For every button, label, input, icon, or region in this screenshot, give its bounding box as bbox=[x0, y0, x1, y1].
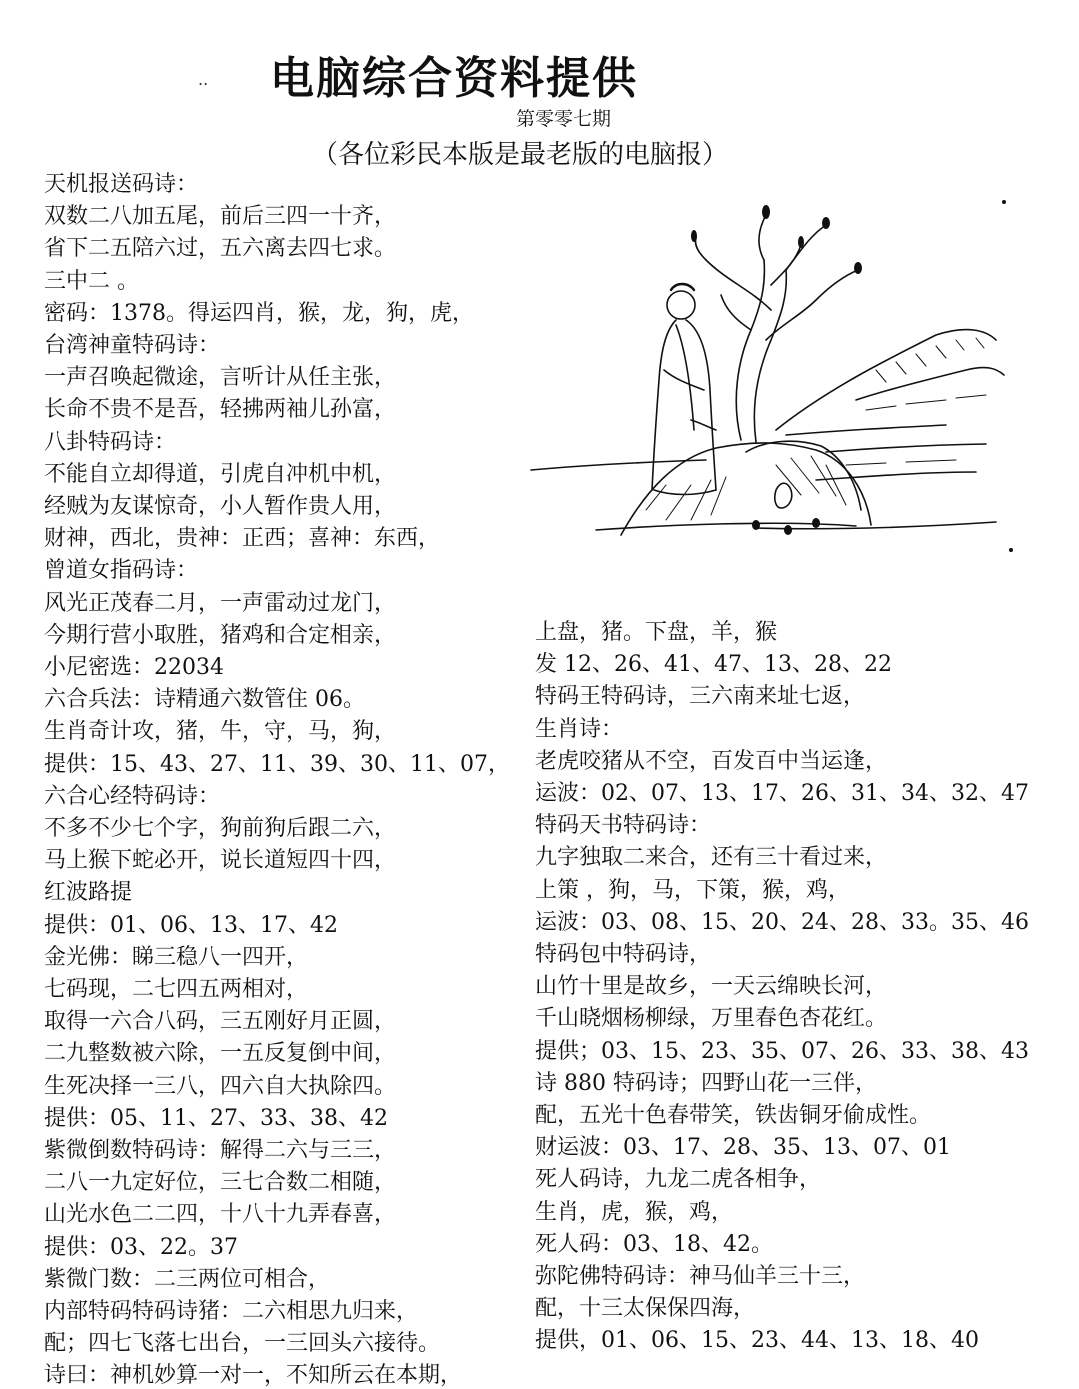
page-subtitle: （各位彩民本版是最老版的电脑报） bbox=[312, 140, 729, 170]
right-column-line: 提供；03、15、23、35、07、26、33、38、43 bbox=[535, 1038, 1029, 1064]
right-column-line: 特码天书特码诗： bbox=[535, 813, 712, 839]
left-column-line: 双数二八加五尾，前后三四一十齐， bbox=[44, 204, 397, 230]
page-title: 电脑综合资料提供 bbox=[270, 53, 638, 104]
left-column-line: 一声召唤起微途，言听计从任主张， bbox=[44, 365, 397, 391]
left-column-line: 经贼为友谋惊奇，小人暂作贵人用， bbox=[44, 494, 397, 519]
left-column-line: 省下二五陪六过，五六离去四七求。 bbox=[44, 236, 397, 262]
left-column-line: 紫微倒数特码诗：解得二六与三三， bbox=[44, 1138, 397, 1163]
right-column-line: 配，十三太保保四海， bbox=[535, 1296, 756, 1322]
left-column-line: 提供：03、22。37 bbox=[44, 1234, 238, 1260]
right-column-line: 死人码：03、18、42。 bbox=[535, 1231, 773, 1257]
left-column-line: 内部特码特码诗猪：二六相思九归来， bbox=[44, 1299, 419, 1324]
left-column-line: 二九整数被六除，一五反复倒中间， bbox=[44, 1041, 397, 1067]
right-column-line: 特码包中特码诗， bbox=[535, 942, 712, 967]
right-column-line: 特码王特码诗，三六南来址七返， bbox=[535, 684, 866, 710]
left-column-line: 取得一六合八码，三五刚好月正圆， bbox=[44, 1009, 397, 1035]
right-column-line: 千山晓烟杨柳绿，万里春色杏花红。 bbox=[535, 1006, 888, 1032]
left-column-line: 风光正茂春二月，一声雷动过龙门， bbox=[44, 590, 397, 616]
left-column-line: 紫微门数：二三两位可相合， bbox=[44, 1266, 331, 1292]
left-column-line: 今期行营小取胜，猪鸡和合定相亲， bbox=[44, 622, 397, 648]
decorative-dots: .. bbox=[198, 70, 209, 89]
right-column-line: 生肖诗： bbox=[535, 716, 624, 742]
left-column-line: 配；四七飞落七出台，一三回头六接待。 bbox=[44, 1331, 441, 1357]
left-column-line: 曾道女指码诗： bbox=[44, 558, 199, 584]
left-column-line: 不多不少七个字，狗前狗后跟二六， bbox=[44, 816, 397, 841]
left-column-line: 天机报送码诗： bbox=[44, 172, 199, 197]
left-column-line: 生肖奇计攻，猪，牛，守，马，狗， bbox=[44, 719, 397, 745]
left-column-line: 七码现，二七四五两相对， bbox=[44, 977, 309, 1002]
right-column-line: 老虎咬猪从不空，百发百中当运逢， bbox=[535, 748, 888, 774]
left-column-line: 诗曰：神机妙算一对一，不知所云在本期， bbox=[44, 1363, 463, 1389]
left-column-line: 财神，西北，贵神：正西；喜神：东西， bbox=[44, 526, 441, 552]
right-column-line: 九字独取二来合，还有三十看过来， bbox=[535, 845, 888, 871]
left-column-line: 六合兵法：诗精通六数管住 06。 bbox=[44, 687, 365, 713]
left-column-line: 提供：15、43、27、11、39、30、11、07， bbox=[44, 751, 510, 777]
right-column-line: 上策 ，狗，马，下策，猴，鸡， bbox=[535, 877, 850, 903]
left-column-line: 红波路提 bbox=[44, 880, 133, 906]
left-column-line: 密码：1378。得运四肖，猴，龙，狗，虎， bbox=[44, 300, 474, 326]
right-column-line: 提供，01、06、15、23、44、13、18、40 bbox=[535, 1328, 979, 1354]
left-column-line: 三中二 。 bbox=[44, 268, 139, 294]
right-column-line: 运波：03、08、15、20、24、28、33。35、46 bbox=[535, 909, 1029, 935]
right-column-line: 弥陀佛特码诗：神马仙羊三十三， bbox=[535, 1264, 866, 1289]
right-column-line: 配，五光十色春带笑，铁齿铜牙偷成性。 bbox=[535, 1103, 932, 1128]
left-column-line: 金光佛：睇三稳八一四开， bbox=[44, 944, 309, 970]
right-column-line: 死人码诗，九龙二虎各相争， bbox=[535, 1167, 822, 1193]
left-column-line: 小尼密选：22034 bbox=[44, 655, 224, 680]
left-column-line: 六合心经特码诗： bbox=[44, 783, 221, 809]
left-column-line: 提供：01、06、13、17、42 bbox=[44, 912, 338, 938]
right-column-line: 运波：02、07、13、17、26、31、34、32、47 bbox=[535, 781, 1029, 806]
left-column-line: 山光水色二二四，十八十九弄春喜， bbox=[44, 1202, 397, 1228]
left-column-line: 台湾神童特码诗： bbox=[44, 333, 221, 358]
right-column-line: 发 12、26、41、47、13、28、22 bbox=[535, 652, 892, 678]
left-column-line: 二八一九定好位，三七合数二相随， bbox=[44, 1170, 397, 1196]
left-column-line: 八卦特码诗： bbox=[44, 429, 177, 455]
left-column-line: 不能自立却得道，引虎自冲机中机， bbox=[44, 461, 397, 487]
right-column-line: 财运波：03、17、28、35、13、07、01 bbox=[535, 1135, 951, 1161]
right-column-line: 生肖，虎，猴，鸡， bbox=[535, 1199, 734, 1225]
left-column-line: 提供：05、11、27、33、38、42 bbox=[44, 1105, 388, 1131]
ink-drawing-woman-under-tree-icon bbox=[526, 190, 1021, 575]
issue-number: 第零零七期 bbox=[516, 108, 612, 130]
right-column-line: 上盘，猪。下盘，羊，猴 bbox=[535, 620, 778, 645]
left-column-line: 生死决择一三八，四六自大执除四。 bbox=[44, 1073, 397, 1099]
right-column-line: 山竹十里是故乡，一天云绵映长河， bbox=[535, 974, 888, 1000]
left-column-line: 长命不贵不是吾，轻拂两袖儿孙富， bbox=[44, 397, 397, 423]
right-column-line: 诗 880 特码诗；四野山花一三伴， bbox=[535, 1070, 877, 1096]
left-column-line: 马上猴下蛇必开，说长道短四十四， bbox=[44, 848, 397, 874]
